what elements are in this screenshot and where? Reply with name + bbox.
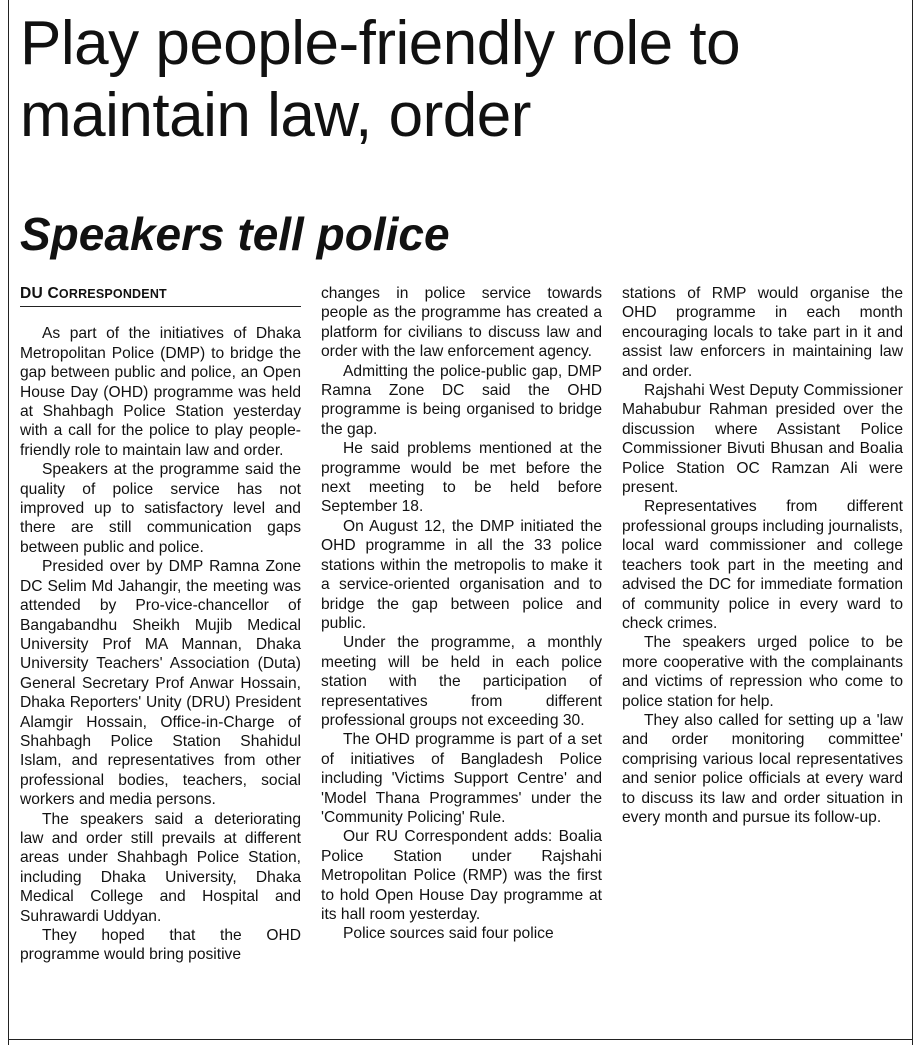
paragraph: Presided over by DMP Ramna Zone DC Selim Md Jahangir, the meeting was attended by Pro-vice-chancellor of Bangabandhu Sheikh Mujib Medical University Prof MA Mannan, Dhaka University Teachers' Association (Duta) General Secretary Prof Anwar Hossain, Dhaka Reporters' Unity (DRU) President Alamgir Hossain, Office-in-Charge of Shahbagh Police Station Shahidul Islam, and representatives from other professional bodies, teachers, social workers and media persons.: [20, 558, 301, 809]
byline: [20, 284, 301, 307]
paragraph: Police sources said four police: [343, 925, 554, 943]
article-column-3: [622, 284, 903, 827]
byline-initial: DU C: [20, 285, 59, 302]
article-column-2: [321, 284, 602, 944]
paragraph: Admitting the police-public gap, DMP Ramna Zone DC said the OHD programme is being organised to bridge the gap.: [321, 362, 602, 438]
right-border-rule: [912, 0, 913, 1045]
byline-rest: ORRESPONDENT: [58, 287, 167, 301]
paragraph: Rajshahi West Deputy Commissioner Mahabubur Rahman presided over the discussion where Assistant Police Commissioner Bivuti Bhusan and Boalia Police Station OC Ramzan Ali were present.: [622, 382, 903, 497]
article-column-1: [20, 284, 301, 965]
paragraph: Our RU Correspondent adds: Boalia Police Station under Rajshahi Metropolitan Police (RMP) was the first to hold Open House Day programme at its hall room yesterday.: [321, 828, 602, 923]
paragraph: As part of the initiatives of Dhaka Metropolitan Police (DMP) to bridge the gap between public and police, an Open House Day (OHD) programme was held at Shahbagh Police Station yesterday with a call for the police to play people-friendly role to maintain law and order.: [20, 325, 301, 459]
paragraph: stations of RMP would organise the OHD programme in each month encouraging locals to take part in it and assist law enforcers in maintaining law and order.: [622, 285, 903, 380]
paragraph: They also called for setting up a 'law and order monitoring committee' comprising various local representatives and senior police officials at every ward to discuss its law and order situation in every month and pursue its follow-up.: [622, 711, 903, 826]
paragraph: The speakers said a deteriorating law and order still prevails at different areas under Shahbagh Police Station, including Dhaka University, Dhaka Medical College and Hospital and Suhrawardi Uddyan.: [20, 810, 301, 925]
headline: Play people-friendly role to maintain law, order: [20, 9, 741, 150]
paragraph: The speakers urged police to be more cooperative with the complainants and victims of repression who come to police station for help.: [622, 634, 903, 710]
paragraph: They hoped that the OHD programme would bring positive: [20, 927, 301, 964]
paragraph: changes in police service towards people as the programme has created a platform for civilians to discuss law and order with the law enforcement agency.: [321, 285, 602, 361]
paragraph: He said problems mentioned at the programme would be met before the next meeting to be held before September 18.: [321, 440, 602, 516]
paragraph: Speakers at the programme said the quality of police service has not improved up to satisfactory level and there are still communication gaps between public and police.: [20, 461, 301, 556]
subheadline: Speakers tell police: [20, 208, 450, 260]
paragraph: Representatives from different professional groups including journalists, local ward commissioner and college teachers took part in the meeting and advised the DC for immediate formation of community police in every ward to check crimes.: [622, 498, 903, 632]
paragraph: The OHD programme is part of a set of initiatives of Bangladesh Police including 'Victims Support Centre' and 'Model Thana Programmes' under the 'Community Policing' Rule.: [321, 731, 602, 826]
left-border-rule: [8, 0, 9, 1045]
paragraph: Under the programme, a monthly meeting will be held in each police station with the participation of representatives from different professional groups not exceeding 30.: [321, 634, 602, 729]
bottom-border-rule: [8, 1039, 913, 1040]
paragraph: On August 12, the DMP initiated the OHD programme in all the 33 police stations within the metropolis to make it a service-oriented organisation and to bridge the gap between police and public.: [321, 517, 602, 632]
